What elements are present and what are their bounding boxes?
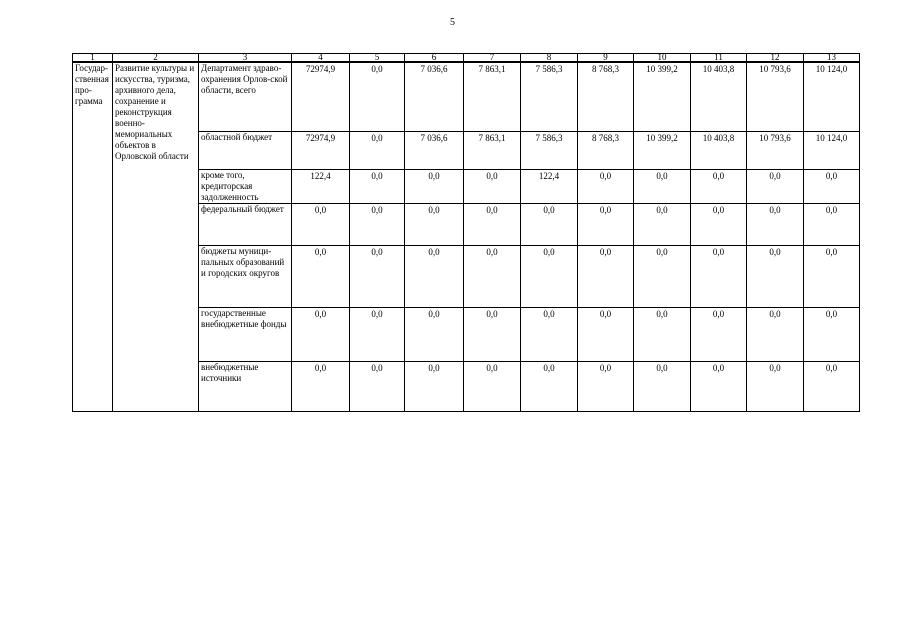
amount-cell: 0,0 [350, 245, 405, 307]
amount-cell: 8 768,3 [578, 131, 634, 169]
amount-cell: 10 399,2 [634, 131, 691, 169]
amount-cell: 0,0 [747, 169, 804, 203]
amount-cell: 0,0 [578, 203, 634, 245]
amount-cell: 0,0 [747, 307, 804, 361]
column-number-5: 5 [350, 54, 405, 63]
page-number: 5 [450, 17, 455, 28]
amount-cell: 0,0 [691, 169, 747, 203]
amount-cell: 0,0 [464, 307, 521, 361]
amount-cell: 0,0 [350, 131, 405, 169]
column-number-1: 1 [73, 54, 113, 63]
amount-cell: 0,0 [464, 361, 521, 411]
amount-cell: 7 863,1 [464, 62, 521, 131]
amount-cell: 0,0 [292, 245, 350, 307]
amount-cell: 0,0 [405, 169, 464, 203]
funding-source-label: бюджеты муници-пальных образований и городских округов [199, 245, 292, 307]
amount-cell: 0,0 [521, 361, 578, 411]
amount-cell: 7 863,1 [464, 131, 521, 169]
amount-cell: 122,4 [521, 169, 578, 203]
amount-cell: 0,0 [578, 245, 634, 307]
amount-cell: 0,0 [804, 203, 860, 245]
funding-source-label: внебюджетные источники [199, 361, 292, 411]
amount-cell: 7 036,6 [405, 131, 464, 169]
column-number-12: 12 [747, 54, 804, 63]
amount-cell: 0,0 [292, 203, 350, 245]
amount-cell: 7 586,3 [521, 131, 578, 169]
funding-source-label: областной бюджет [199, 131, 292, 169]
amount-cell: 10 403,8 [691, 131, 747, 169]
amount-cell: 10 403,8 [691, 62, 747, 131]
amount-cell: 0,0 [691, 307, 747, 361]
amount-cell: 0,0 [350, 62, 405, 131]
program-name-cell: Развитие культуры и искусства, туризма, архивного дела, сохранение и реконструкция военно-мемориальных объектов в Орловской области [113, 62, 199, 411]
program-type-cell: Государ-ственная про-грамма [73, 62, 113, 411]
amount-cell: 0,0 [691, 361, 747, 411]
column-number-10: 10 [634, 54, 691, 63]
column-number-8: 8 [521, 54, 578, 63]
amount-cell: 0,0 [350, 169, 405, 203]
column-number-13: 13 [804, 54, 860, 63]
amount-cell: 10 793,6 [747, 62, 804, 131]
funding-source-label: кроме того, кредиторская задолженность [199, 169, 292, 203]
amount-cell: 0,0 [747, 245, 804, 307]
amount-cell: 0,0 [804, 169, 860, 203]
amount-cell: 10 793,6 [747, 131, 804, 169]
amount-cell: 0,0 [521, 245, 578, 307]
funding-source-label: федеральный бюджет [199, 203, 292, 245]
amount-cell: 0,0 [691, 245, 747, 307]
amount-cell: 0,0 [634, 169, 691, 203]
amount-cell: 0,0 [350, 203, 405, 245]
amount-cell: 0,0 [405, 203, 464, 245]
column-number-7: 7 [464, 54, 521, 63]
amount-cell: 0,0 [405, 307, 464, 361]
funding-source-label: Департамент здраво-охранения Орлов-ской области, всего [199, 62, 292, 131]
amount-cell: 0,0 [464, 203, 521, 245]
amount-cell: 0,0 [634, 203, 691, 245]
table-row [73, 62, 860, 131]
amount-cell: 0,0 [747, 203, 804, 245]
amount-cell: 0,0 [578, 169, 634, 203]
column-number-9: 9 [578, 54, 634, 63]
amount-cell: 0,0 [464, 169, 521, 203]
amount-cell: 0,0 [804, 307, 860, 361]
amount-cell: 0,0 [804, 361, 860, 411]
amount-cell: 0,0 [691, 203, 747, 245]
amount-cell: 0,0 [350, 307, 405, 361]
amount-cell: 10 399,2 [634, 62, 691, 131]
funding-source-label: государственные внебюджетные фонды [199, 307, 292, 361]
amount-cell: 72974,9 [292, 131, 350, 169]
amount-cell: 0,0 [292, 361, 350, 411]
amount-cell: 0,0 [634, 307, 691, 361]
amount-cell: 0,0 [634, 245, 691, 307]
amount-cell: 122,4 [292, 169, 350, 203]
amount-cell: 8 768,3 [578, 62, 634, 131]
amount-cell: 7 586,3 [521, 62, 578, 131]
column-number-3: 3 [199, 54, 292, 63]
column-number-row [73, 54, 860, 63]
amount-cell: 0,0 [578, 361, 634, 411]
column-number-6: 6 [405, 54, 464, 63]
amount-cell: 0,0 [405, 245, 464, 307]
amount-cell: 7 036,6 [405, 62, 464, 131]
column-number-2: 2 [113, 54, 199, 63]
column-number-4: 4 [292, 54, 350, 63]
amount-cell: 10 124,0 [804, 62, 860, 131]
amount-cell: 0,0 [405, 361, 464, 411]
amount-cell: 0,0 [747, 361, 804, 411]
amount-cell: 72974,9 [292, 62, 350, 131]
amount-cell: 10 124,0 [804, 131, 860, 169]
amount-cell: 0,0 [350, 361, 405, 411]
amount-cell: 0,0 [804, 245, 860, 307]
budget-table [72, 53, 860, 412]
amount-cell: 0,0 [464, 245, 521, 307]
amount-cell: 0,0 [578, 307, 634, 361]
amount-cell: 0,0 [521, 307, 578, 361]
amount-cell: 0,0 [292, 307, 350, 361]
amount-cell: 0,0 [521, 203, 578, 245]
amount-cell: 0,0 [634, 361, 691, 411]
column-number-11: 11 [691, 54, 747, 63]
